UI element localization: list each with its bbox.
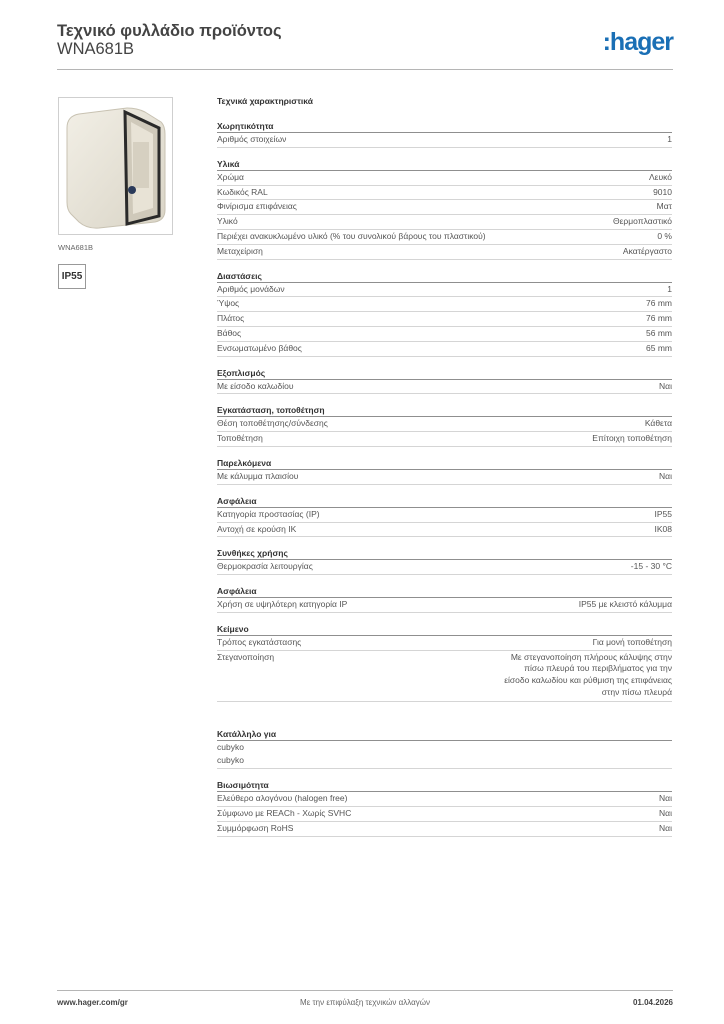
section-title: Βιωσιμότητα [217, 780, 672, 792]
spec-row: Σύμφωνο με REACh - Χωρίς SVHC Ναι [217, 807, 672, 822]
spec-row: Μεταχείριση Ακατέργαστο [217, 245, 672, 260]
spec-row: Κατηγορία προστασίας (IP) IP55 [217, 508, 672, 523]
disclaimer-note: Με την επιφύλαξη τεχνικών αλλαγών [300, 998, 430, 1007]
spec-row: Φινίρισμα επιφάνειας Ματ [217, 200, 672, 215]
spec-row: Αριθμός στοιχείων 1 [217, 133, 672, 148]
page-header [57, 22, 673, 70]
hager-logo: :hager [602, 28, 673, 56]
spec-row: Ενσωματωμένο βάθος 65 mm [217, 342, 672, 357]
spec-row: Με κάλυμμα πλαισίου Ναι [217, 470, 672, 485]
spec-row: Χρήση σε υψηλότερη κατηγορία IP IP55 με κλειστό κάλυμμα [217, 598, 672, 613]
section-dimensions [217, 271, 672, 357]
spec-row: Πλάτος 76 mm [217, 312, 672, 327]
section-materials [217, 159, 672, 260]
specs-title: Τεχνικά χαρακτηριστικά [217, 96, 313, 106]
section-safety-ip [217, 586, 672, 613]
section-sustainability [217, 780, 672, 836]
spec-row: Περιέχει ανακυκλωμένο υλικό (% του συνολικού βάρους του πλαστικού) 0 % [217, 230, 672, 245]
spec-row: Θέση τοποθέτησης/σύνδεσης Κάθετα [217, 417, 672, 432]
section-accessories [217, 458, 672, 485]
spec-row: Κωδικός RAL 9010 [217, 186, 672, 201]
spec-row: Ύψος 76 mm [217, 297, 672, 312]
spec-row: Χρώμα Λευκό [217, 171, 672, 186]
section-capacity [217, 121, 672, 148]
spec-row: Αντοχή σε κρούση IK IK08 [217, 523, 672, 538]
section-installation [217, 405, 672, 447]
spec-row: Ελεύθερο αλογόνου (halogen free) Ναι [217, 792, 672, 807]
product-code-heading: WNA681B [57, 40, 135, 58]
list-item: cubyko [217, 755, 244, 766]
section-title: Συνθήκες χρήσης [217, 548, 672, 560]
section-title: Κατάλληλο για [217, 729, 672, 741]
section-title: Χωρητικότητα [217, 121, 672, 133]
spec-row: Τρόπος εγκατάστασης Για μονή τοποθέτηση [217, 636, 672, 651]
surface-mount-box-icon [59, 98, 172, 234]
spec-row: Τοποθέτηση Επίτοιχη τοποθέτηση [217, 432, 672, 447]
spec-row: Με είσοδο καλωδίου Ναι [217, 380, 672, 395]
product-image-caption: WNA681B [58, 243, 94, 252]
list-item: cubyko [217, 741, 244, 752]
product-image [58, 97, 173, 235]
document-date: 01.04.2026 [632, 998, 673, 1007]
spec-row: Συμμόρφωση RoHS Ναι [217, 822, 672, 837]
spec-row: Υλικό Θερμοπλαστικό [217, 215, 672, 230]
section-conditions-of-use [217, 548, 672, 575]
website-link[interactable]: www.hager.com/gr [57, 998, 128, 1007]
spec-row: Βάθος 56 mm [217, 327, 672, 342]
spec-row: Αριθμός μονάδων 1 [217, 283, 672, 298]
page-footer [57, 990, 673, 1010]
section-safety [217, 496, 672, 538]
section-title: Εγκατάσταση, τοποθέτηση [217, 405, 672, 417]
section-text [217, 624, 672, 702]
section-suitable-for [217, 729, 672, 770]
section-title: Παρελκόμενα [217, 458, 672, 470]
section-equipment [217, 368, 672, 395]
spec-row: Στεγανοποίηση Με στεγανοποίηση πλήρους κάλυψης στην πίσω πλευρά του περιβλήματος για την είσοδο καλωδίου και ρύθμιση της επιφάνειας στην πίσω πλευρά [217, 651, 672, 702]
section-title: Υλικά [217, 159, 672, 171]
section-title: Διαστάσεις [217, 271, 672, 283]
section-title: Ασφάλεια [217, 586, 672, 598]
spec-row: Θερμοκρασία λειτουργίας -15 - 30 °C [217, 560, 672, 575]
document-title: Τεχνικό φυλλάδιο προϊόντος [57, 22, 282, 40]
section-title: Ασφάλεια [217, 496, 672, 508]
ip-rating-badge: IP55 [58, 264, 86, 289]
technical-specifications [217, 95, 672, 848]
section-title: Εξοπλισμός [217, 368, 672, 380]
section-title: Κείμενο [217, 624, 672, 636]
